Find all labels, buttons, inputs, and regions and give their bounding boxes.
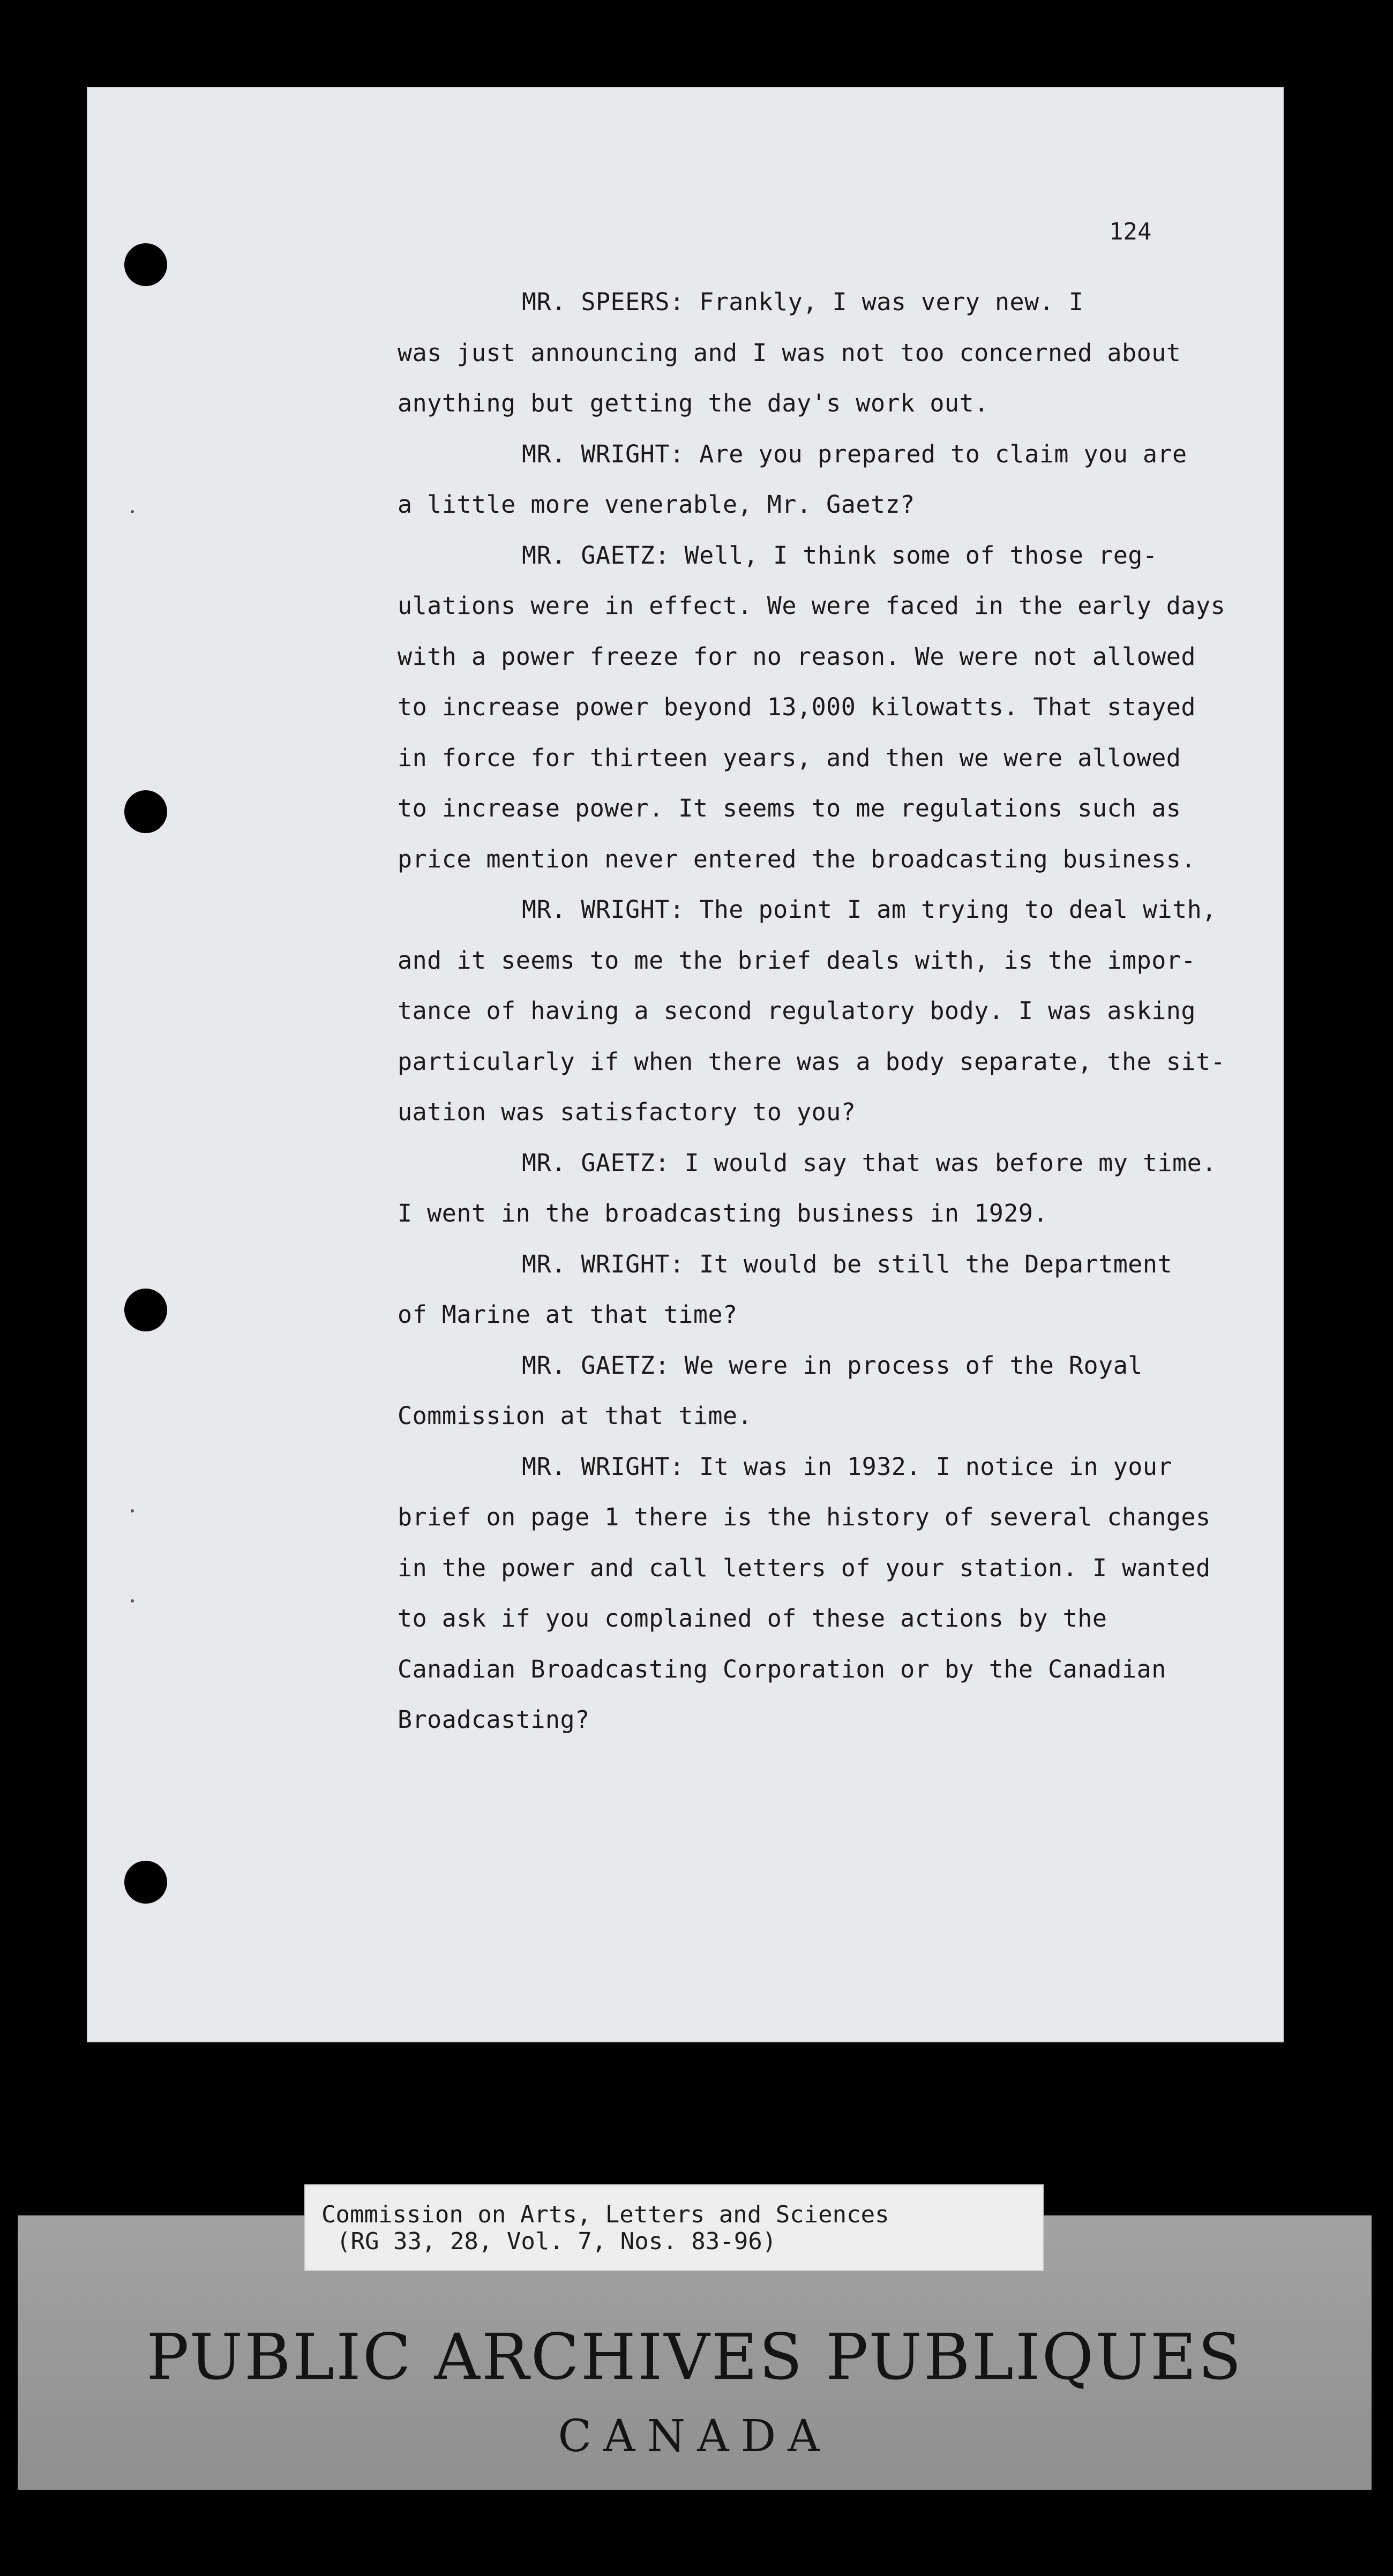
transcript-line: with a power freeze for no reason. We were not allowed: [398, 642, 1196, 671]
transcript-line: in force for thirteen years, and then we were allowed: [398, 743, 1181, 772]
transcript-line: price mention never entered the broadcasting business.: [398, 844, 1196, 873]
transcript-line: a little more venerable, Mr. Gaetz?: [398, 490, 915, 519]
transcript-body: [398, 277, 1276, 1746]
transcript-line: of Marine at that time?: [398, 1300, 738, 1329]
transcript-line: tance of having a second regulatory body. I was asking: [398, 997, 1196, 1025]
record-group-reference: (RG 33, 28, Vol. 7, Nos. 83-96): [336, 2228, 777, 2255]
transcript-line: brief on page 1 there is the history of several changes: [398, 1503, 1211, 1531]
archive-name: PUBLIC ARCHIVES PUBLIQUES: [146, 2320, 1243, 2394]
transcript-line: MR. WRIGHT: Are you prepared to claim you are: [522, 439, 1187, 468]
transcript-line: to ask if you complained of these actions by the: [398, 1604, 1107, 1633]
transcript-line: was just announcing and I was not too concerned about: [398, 338, 1181, 367]
transcript-line: to increase power beyond 13,000 kilowatts. That stayed: [398, 693, 1196, 721]
transcript-line: I went in the broadcasting business in 1929.: [398, 1199, 1049, 1227]
collection-name: Commission on Arts, Letters and Sciences: [321, 2201, 889, 2228]
punch-hole: [124, 790, 167, 833]
page-number: 124: [1109, 218, 1152, 245]
transcript-line: in the power and call letters of your station. I wanted: [398, 1553, 1211, 1582]
archive-country: CANADA: [558, 2411, 832, 2462]
transcript-line: MR. GAETZ: We were in process of the Royal: [522, 1351, 1143, 1380]
transcript-line: MR. GAETZ: I would say that was before my time.: [522, 1148, 1217, 1177]
transcript-line: MR. GAETZ: Well, I think some of those reg-: [522, 541, 1158, 570]
paper-speck: [131, 510, 134, 513]
transcript-line: MR. WRIGHT: The point I am trying to deal with,: [522, 895, 1217, 924]
transcript-line: Commission at that time.: [398, 1402, 753, 1430]
transcript-line: to increase power. It seems to me regulations such as: [398, 794, 1181, 822]
transcript-line: anything but getting the day's work out.: [398, 389, 989, 417]
document-page: [87, 87, 1284, 2042]
transcript-line: and it seems to me the brief deals with, is the impor-: [398, 946, 1196, 975]
transcript-line: MR. WRIGHT: It would be still the Department: [522, 1249, 1173, 1278]
archive-reference-label: [304, 2184, 1044, 2271]
transcript-line: Broadcasting?: [398, 1705, 590, 1734]
punch-hole: [124, 1289, 167, 1331]
transcript-line: ulations were in effect. We were faced in the early days: [398, 591, 1226, 620]
transcript-line: uation was satisfactory to you?: [398, 1098, 856, 1126]
paper-speck: [131, 1599, 134, 1602]
transcript-line: Canadian Broadcasting Corporation or by the Canadian: [398, 1654, 1166, 1683]
transcript-line: particularly if when there was a body separate, the sit-: [398, 1047, 1226, 1076]
transcript-line: MR. WRIGHT: It was in 1932. I notice in your: [522, 1452, 1173, 1481]
punch-hole: [124, 1861, 167, 1904]
punch-hole: [124, 243, 167, 286]
paper-speck: [131, 1509, 134, 1512]
transcript-line: MR. SPEERS: Frankly, I was very new. I: [522, 288, 1084, 316]
